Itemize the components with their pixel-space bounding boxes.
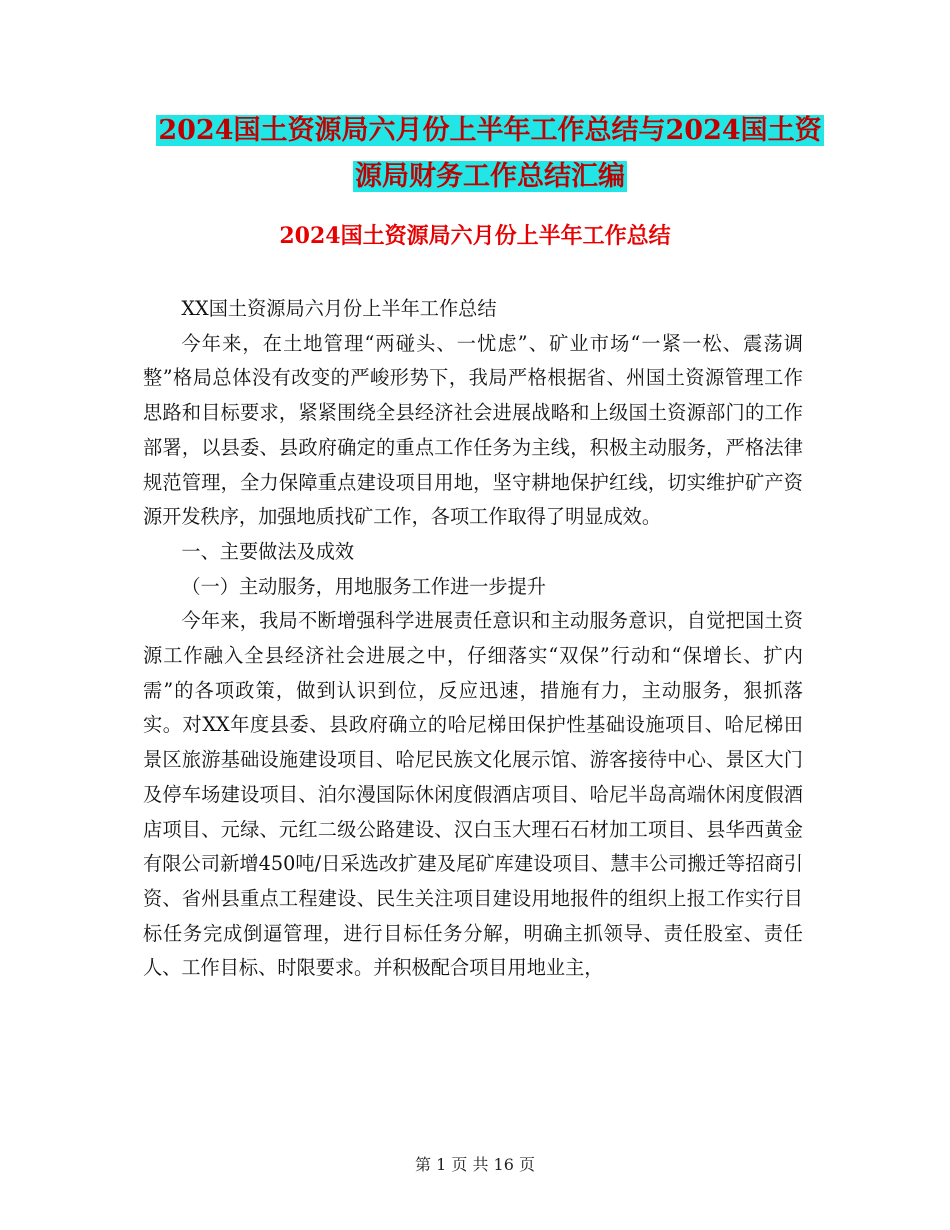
paragraph: XX国土资源局六月份上半年工作总结 — [181, 297, 497, 320]
title-line-2: 源局财务工作总结汇编 — [355, 161, 625, 192]
heading-level-2: （一）主动服务，用地服务工作进一步提升 — [181, 574, 546, 598]
document-title — [140, 108, 840, 200]
heading-level-1: 一、主要做法及成效 — [181, 539, 355, 563]
section-title: 2024国土资源局六月份上半年工作总结 — [279, 223, 671, 249]
title-line-1: 2024国土资源局六月份上半年工作总结与2024国土资 — [158, 115, 822, 146]
paragraph: 今年来，在土地管理“两碰头、一忧虑”、矿业市场“一紧一松、震荡调整”格局总体没有改变的严峻形势下，我局严格根据省、州国土资源管理工作思路和目标要求，紧紧围绕全县经济社会进展战略和上级国土资源部门的工作部署，以县委、县政府确定的重点工作任务为主线，积极主动服务，严格法律规范管理，全力保障重点建设项目用地，坚守耕地保护红线，切实维护矿产资源开发秩序，加强地质找矿工作，各项工作取得了明显成效。 — [143, 331, 803, 529]
body-text — [143, 292, 803, 986]
paragraph: 今年来，我局不断增强科学进展责任意识和主动服务意识，自觉把国土资源工作融入全县经济社会进展之中，仔细落实“双保”行动和“保增长、扩内需”的各项政策，做到认识到位，反应迅速，措施有力，主动服务，狠抓落实。对XX年度县委、县政府确立的哈尼梯田保护性基础设施项目、哈尼梯田景区旅游基础设施建设项目、哈尼民族文化展示馆、游客接待中心、景区大门及停车场建设项目、泊尔漫国际休闲度假酒店项目、哈尼半岛高端休闲度假酒店项目、元绿、元红二级公路建设、汉白玉大理石石材加工项目、县华西黄金有限公司新增450吨/日采选改扩建及尾矿库建设项目、慧丰公司搬迁等招商引资、省州县重点工程建设、民生关注项目建设用地报件的组织上报工作实行目标任务完成倒逼管理，进行目标任务分解，明确主抓领导、责任股室、责任人、工作目标、时限要求。并积极配合项目用地业主， — [143, 609, 803, 980]
page-footer: 第 1 页 共 16 页 — [415, 1155, 535, 1174]
